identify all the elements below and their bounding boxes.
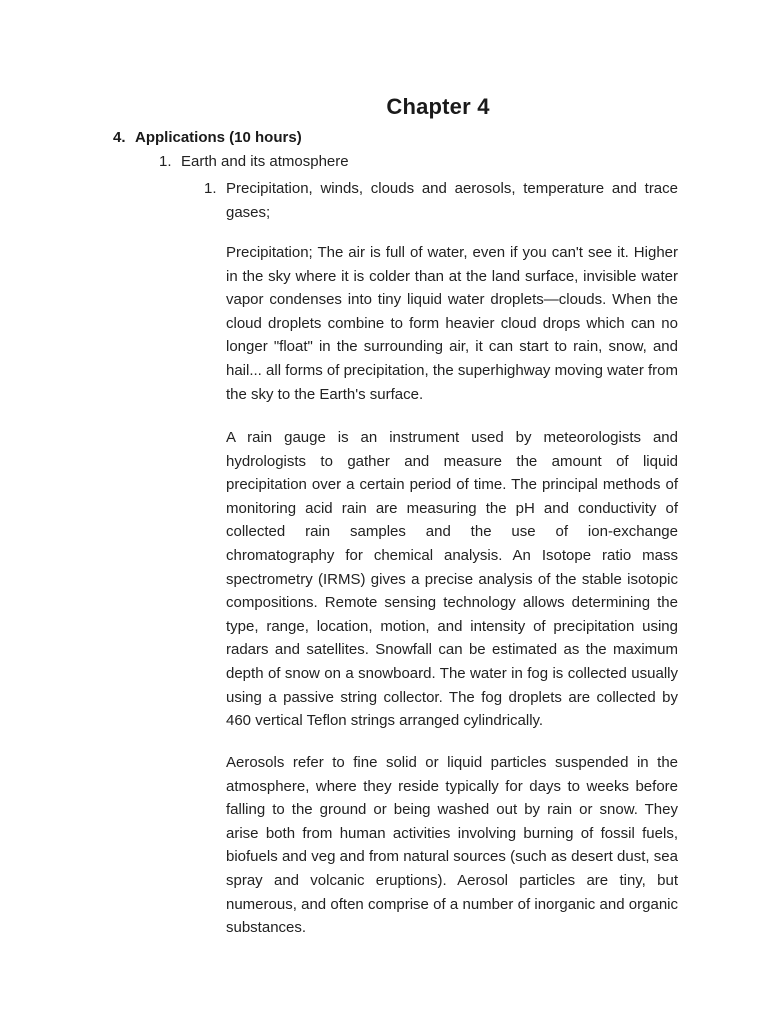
list-item [204, 177, 678, 224]
section-title: Applications (10 hours) [135, 129, 302, 146]
chapter-title: Chapter 4 [386, 94, 490, 119]
item-number: 1. [204, 180, 217, 197]
section-heading [113, 129, 302, 146]
section-number: 4. [113, 129, 126, 146]
subsection-title: Earth and its atmosphere [181, 153, 349, 170]
subsection-number: 1. [159, 153, 172, 170]
paragraph-precipitation: Precipitation; The air is full of water, even if you can't see it. Higher in the sky where it is colder than at the land surface, invisible water vapor condenses into tiny liquid water droplets—clouds. When the cloud droplets combine to form heavier cloud drops which can no longer "float" in the surrounding air, it can start to rain, snow, and hail... all forms of precipitation, the superhighway moving water from the sky to the Earth's surface. [226, 244, 678, 403]
subsection-heading [159, 153, 349, 170]
item-title: Precipitation, winds, clouds and aerosols, temperature and trace gases; [226, 180, 678, 221]
paragraph-aerosols: Aerosols refer to fine solid or liquid particles suspended in the atmosphere, where they reside typically for days to weeks before falling to the ground or being washed out by rain or snow. They arise both from human activities involving burning of fossil fuels, biofuels and veg and from natural sources (such as desert dust, sea spray and volcanic eruptions). Aerosol particles are tiny, but numerous, and often comprise of a number of inorganic and organic substances. [226, 754, 678, 937]
paragraph-rain-gauge: A rain gauge is an instrument used by meteorologists and hydrologists to gather and measure the amount of liquid precipitation over a certain period of time. The principal methods of monitoring acid rain are measuring the pH and conductivity of collected rain samples and the use of ion-exchange chromatography for chemical analysis. An Isotope ratio mass spectrometry (IRMS) gives a precise analysis of the stable isotopic compositions. Remote sensing technology allows determining the type, range, location, motion, and intensity of precipitation using radars and satellites. Snowfall can be estimated as the maximum depth of snow on a snowboard. The water in fog is collected usually using a passive string collector. The fog droplets are collected by 460 vertical Teflon strings arranged cylindrically. [226, 429, 678, 730]
